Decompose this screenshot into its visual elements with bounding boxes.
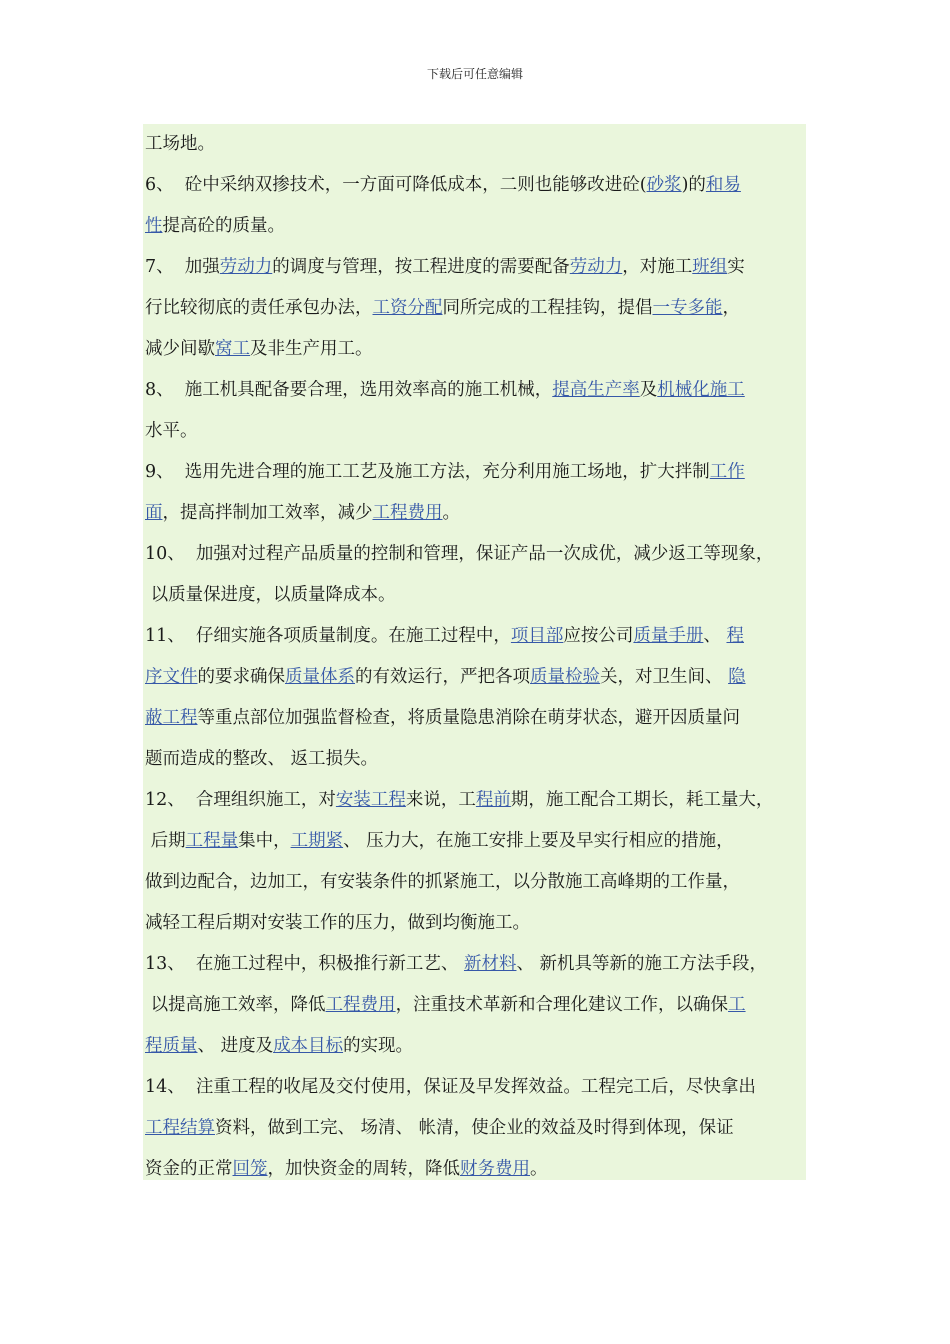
text-segment: ，加快资金的周转，降低 [267,1159,460,1179]
text-segment: 。 [442,503,460,523]
hyperlink[interactable]: 班组 [692,257,728,277]
text-line [145,575,396,616]
text-segment: 6、 砼中采纳双掺技术，一方面可降低成本，二则也能够改进砼( [145,175,647,195]
text-segment: 及 [639,380,658,400]
text-line [145,698,740,739]
hyperlink[interactable]: 安装工程 [335,790,406,810]
text-segment: 期，施工配合工期长，耗工量大， [510,790,774,810]
hyperlink[interactable]: 面 [145,503,163,523]
hyperlink[interactable]: 序文件 [145,667,198,687]
text-segment: 工场地。 [145,134,215,154]
hyperlink[interactable]: 工程结算 [145,1118,215,1138]
text-segment: 做到边配合，边加工，有安装条件的抓紧施工，以分散施工高峰期的工作量， [145,872,740,892]
hyperlink[interactable]: 性 [145,216,163,236]
text-segment: 8、 施工机具配备要合理，选用效率高的施工机械， [145,380,553,400]
text-segment: 以提高施工效率，降低 [145,995,326,1015]
hyperlink[interactable]: 质量检验 [530,667,600,687]
text-segment: ，注重技术革新和合理化建议工作，以确保 [395,995,729,1015]
text-segment: 的有效运行，严把各项 [355,667,530,687]
text-segment: 以质量保进度，以质量降成本。 [145,585,396,605]
hyperlink[interactable]: 窝工 [215,339,250,359]
text-segment: 提高砼的质量。 [162,216,285,236]
text-line [145,1026,413,1067]
hyperlink[interactable]: 工 [728,995,746,1015]
text-segment: 资料，做到工完、 场清、 帐清，使企业的效益及时得到体现，保证 [215,1118,734,1138]
text-segment: 14、 注重工程的收尾及交付使用，保证及早发挥效益。工程完工后，尽快拿出 [145,1077,756,1097]
hyperlink[interactable]: 工程量 [185,831,239,851]
text-line [145,985,746,1026]
text-line [145,944,767,985]
hyperlink[interactable]: 财务费用 [460,1159,530,1179]
text-segment: 、 新机具等新的施工方法手段， [516,954,768,974]
text-segment: 10、 加强对过程产品质量的控制和管理，保证产品一次成优，减少返工等现象， [145,544,774,564]
text-segment: 水平。 [145,421,198,441]
text-line [145,1108,734,1149]
text-line [145,411,198,452]
text-segment: 实 [727,257,745,277]
hyperlink[interactable]: 劳动力 [569,257,623,277]
text-line [145,493,460,534]
hyperlink[interactable]: 程前 [475,790,511,810]
text-line [145,739,378,780]
hyperlink[interactable]: 工程费用 [372,503,443,523]
text-segment: 行比较彻底的责任承包办法， [145,298,373,318]
text-segment: )的 [681,175,706,195]
hyperlink[interactable]: 劳动力 [219,257,273,277]
text-segment: 资金的正常 [145,1159,233,1179]
text-line [145,288,740,329]
hyperlink[interactable]: 程 [726,626,744,646]
text-line [145,862,740,903]
hyperlink[interactable]: 提高生产率 [552,380,640,400]
hyperlink[interactable]: 工作 [709,462,745,482]
text-segment: 、 进度及 [197,1036,274,1056]
hyperlink[interactable]: 砂浆 [646,175,682,195]
text-line [145,780,773,821]
text-line [145,206,285,247]
hyperlink[interactable]: 工资分配 [372,298,443,318]
text-segment: ，提高拌制加工效率，减少 [162,503,373,523]
text-segment: 关，对卫生间、 [600,667,729,687]
text-line [145,1067,756,1108]
text-line [145,329,373,370]
text-segment: 减少间歇 [145,339,215,359]
text-line [145,821,734,862]
text-segment: 13、 在施工过程中，积极推行新工艺、 [145,954,464,974]
page-header: 下载后可任意编辑 [426,67,523,81]
text-line [145,903,530,944]
hyperlink[interactable]: 质量体系 [285,667,355,687]
text-segment: ，对施工 [622,257,693,277]
hyperlink[interactable]: 工程费用 [325,995,396,1015]
text-segment: 12、 合理组织施工，对 [145,790,336,810]
text-line [145,1149,548,1190]
hyperlink[interactable]: 质量手册 [633,626,704,646]
hyperlink[interactable]: 程质量 [145,1036,198,1056]
text-segment: 题而造成的整改、 返工损失。 [145,749,379,769]
hyperlink[interactable]: 机械化施工 [657,380,745,400]
hyperlink[interactable]: 隐 [728,667,746,687]
text-line [145,616,744,657]
hyperlink[interactable]: 工期紧 [290,831,344,851]
text-segment: 的实现。 [343,1036,414,1056]
text-line [145,247,745,288]
text-segment: 后期 [145,831,186,851]
hyperlink[interactable]: 和易 [705,175,741,195]
text-segment: 来说，工 [405,790,476,810]
text-segment: 、 [703,626,727,646]
text-segment: 应按公司 [563,626,634,646]
text-line [145,657,746,698]
text-segment: 减轻工程后期对安装工作的压力，做到均衡施工。 [145,913,530,933]
text-segment: 11、 仔细实施各项质量制度。在施工过程中， [145,626,511,646]
hyperlink[interactable]: 一专多能 [652,298,723,318]
hyperlink[interactable]: 蔽工程 [145,708,198,728]
text-segment: 、 压力大，在施工安排上要及早实行相应的措施， [343,831,734,851]
text-line [145,370,745,411]
hyperlink[interactable]: 成本目标 [273,1036,344,1056]
text-segment: 同所完成的工程挂钩，提倡 [442,298,653,318]
text-segment: ， [722,298,740,318]
text-segment: 及非生产用工。 [250,339,373,359]
text-segment: 的要求确保 [197,667,285,687]
text-line [145,124,215,165]
text-segment: 的调度与管理，按工程进度的需要配备 [272,257,570,277]
text-segment: 等重点部位加强监督检查，将质量隐患消除在萌芽状态，避开因质量问 [197,708,740,728]
hyperlink[interactable]: 新材料 [463,954,517,974]
text-segment: 7、 加强 [145,257,220,277]
hyperlink[interactable]: 回笼 [232,1159,268,1179]
text-segment: 。 [530,1159,548,1179]
document-body [143,124,806,1180]
text-line [145,165,741,206]
text-line [145,452,745,493]
hyperlink[interactable]: 项目部 [510,626,564,646]
text-segment: 集中， [238,831,291,851]
text-segment: 9、 选用先进合理的施工工艺及施工方法，充分利用施工场地，扩大拌制 [145,462,710,482]
text-line [145,534,773,575]
